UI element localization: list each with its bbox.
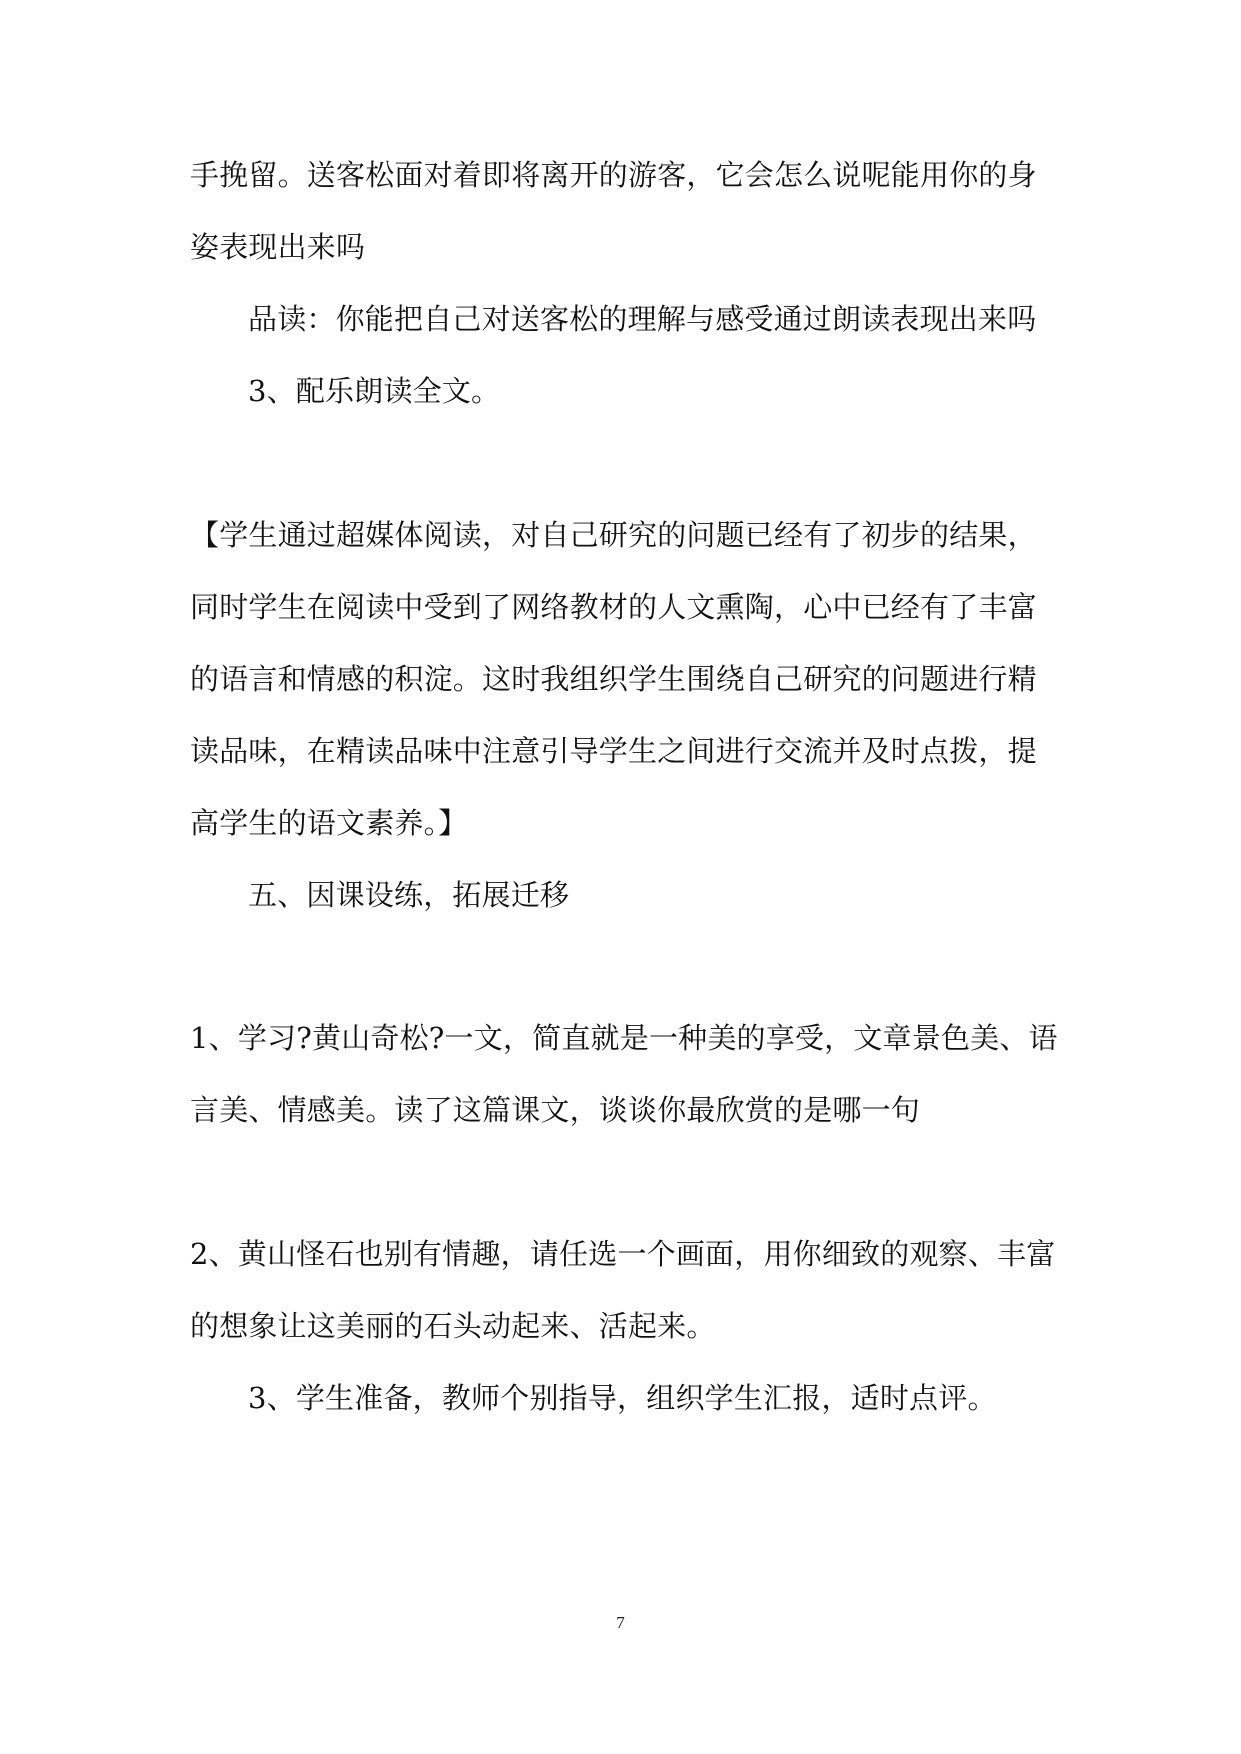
text-line: 品读：你能把自己对送客松的理解与感受通过朗读表现出来吗 [248, 302, 1037, 336]
text-line: 同时学生在阅读中受到了网络教材的人文熏陶，心中已经有了丰富 [190, 590, 1037, 624]
text-line: 【学生通过超媒体阅读，对自己研究的问题已经有了初步的结果， [190, 518, 1037, 552]
text-line: 姿表现出来吗 [190, 230, 366, 264]
text-line: 2、黄山怪石也别有情趣，请任选一个画面，用你细致的观察、丰富 [190, 1237, 1056, 1271]
text-line: 3、学生准备，教师个别指导，组织学生汇报，适时点评。 [248, 1381, 997, 1415]
text-line: 读品味，在精读品味中注意引导学生之间进行交流并及时点拨，提 [190, 734, 1037, 768]
text-line: 言美、情感美。读了这篇课文，谈谈你最欣赏的是哪一句 [190, 1093, 921, 1127]
text-line: 的想象让这美丽的石头动起来、活起来。 [190, 1309, 716, 1343]
text-line: 高学生的语文素养。】 [190, 806, 468, 840]
text-line: 手挽留。送客松面对着即将离开的游客，它会怎么说呢能用你的身 [190, 158, 1037, 192]
page-number: 7 [616, 1613, 625, 1632]
text-line: 1、学习?黄山奇松?一文，简直就是一种美的享受，文章景色美、语 [190, 1021, 1058, 1055]
text-line: 3、配乐朗读全文。 [248, 374, 501, 408]
section-heading: 五、因课设练，拓展迁移 [248, 878, 570, 912]
text-line: 的语言和情感的积淀。这时我组织学生围绕自己研究的问题进行精 [190, 662, 1037, 696]
